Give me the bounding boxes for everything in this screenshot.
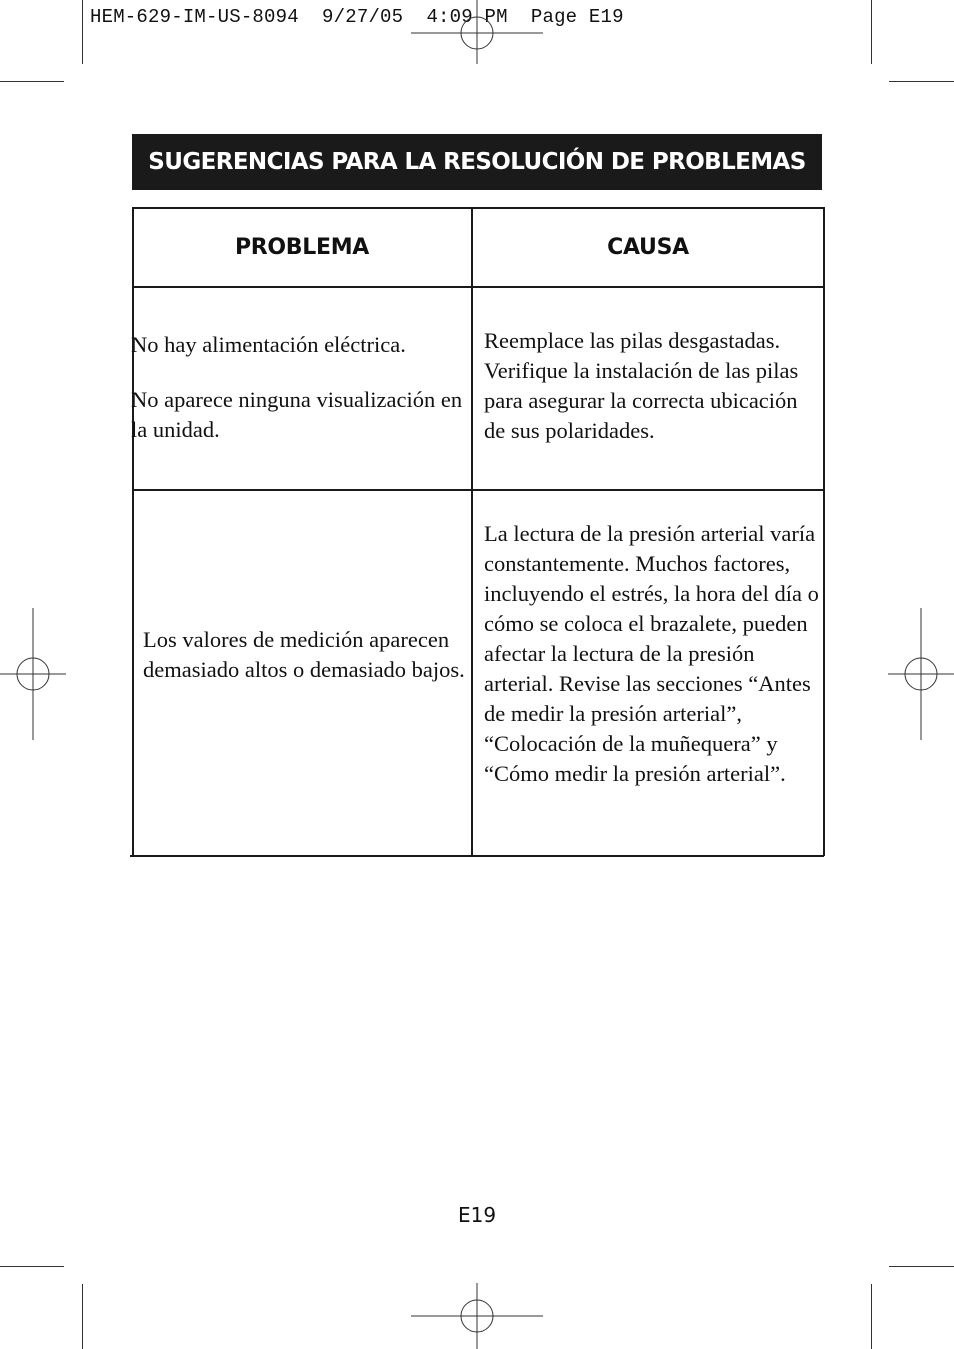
crop-mark: [871, 0, 872, 64]
table-border: [471, 207, 473, 856]
problem-text: No aparece ninguna visualización en la unidad.: [131, 387, 463, 442]
registration-mark-icon: [0, 608, 66, 740]
registration-mark-icon: [888, 608, 954, 740]
table-row-cause: [484, 519, 822, 789]
page-number: E19: [457, 1203, 497, 1227]
table-border: [132, 489, 824, 491]
crop-mark: [889, 81, 954, 82]
table-row-problem: [143, 625, 471, 685]
table-border: [823, 207, 825, 856]
cause-text: La lectura de la presión arterial varía constantemente. Muchos factores, incluyendo el estrés, la hora del día o cómo se coloca el brazalete, pueden afectar la lectura de la presión arterial. Revise las secciones “Antes de medir la presión arterial”, “Colocación de la muñequera” y “Cómo medir la presión arterial”.: [484, 521, 819, 786]
section-title: SUGERENCIAS PARA LA RESOLUCIÓN DE PROBLEMAS: [132, 134, 822, 190]
table-border: [132, 207, 134, 856]
column-header-problema: PROBLEMA: [234, 234, 370, 260]
column-header-causa: CAUSA: [607, 234, 689, 260]
print-slug: HEM-629-IM-US-8094 9/27/05 4:09 PM Page E19: [90, 6, 624, 28]
crop-mark: [871, 1284, 872, 1349]
registration-mark-icon: [411, 0, 543, 66]
crop-mark: [82, 0, 83, 64]
problem-text: Los valores de medición aparecen demasiado altos o demasiado bajos.: [143, 627, 465, 682]
table-row-cause: [484, 326, 822, 446]
crop-mark: [82, 1284, 83, 1349]
table-row-problem: [131, 330, 471, 445]
cause-text: Reemplace las pilas desgastadas. Verifique la instalación de las pilas para asegurar la correcta ubicación de sus polaridades.: [484, 328, 799, 443]
table-border: [130, 855, 824, 857]
crop-mark: [0, 81, 64, 82]
registration-mark-icon: [411, 1283, 543, 1349]
problem-text: No hay alimentación eléctrica.: [131, 332, 406, 357]
troubleshooting-table: [132, 207, 824, 856]
crop-mark: [0, 1266, 64, 1267]
crop-mark: [889, 1266, 954, 1267]
